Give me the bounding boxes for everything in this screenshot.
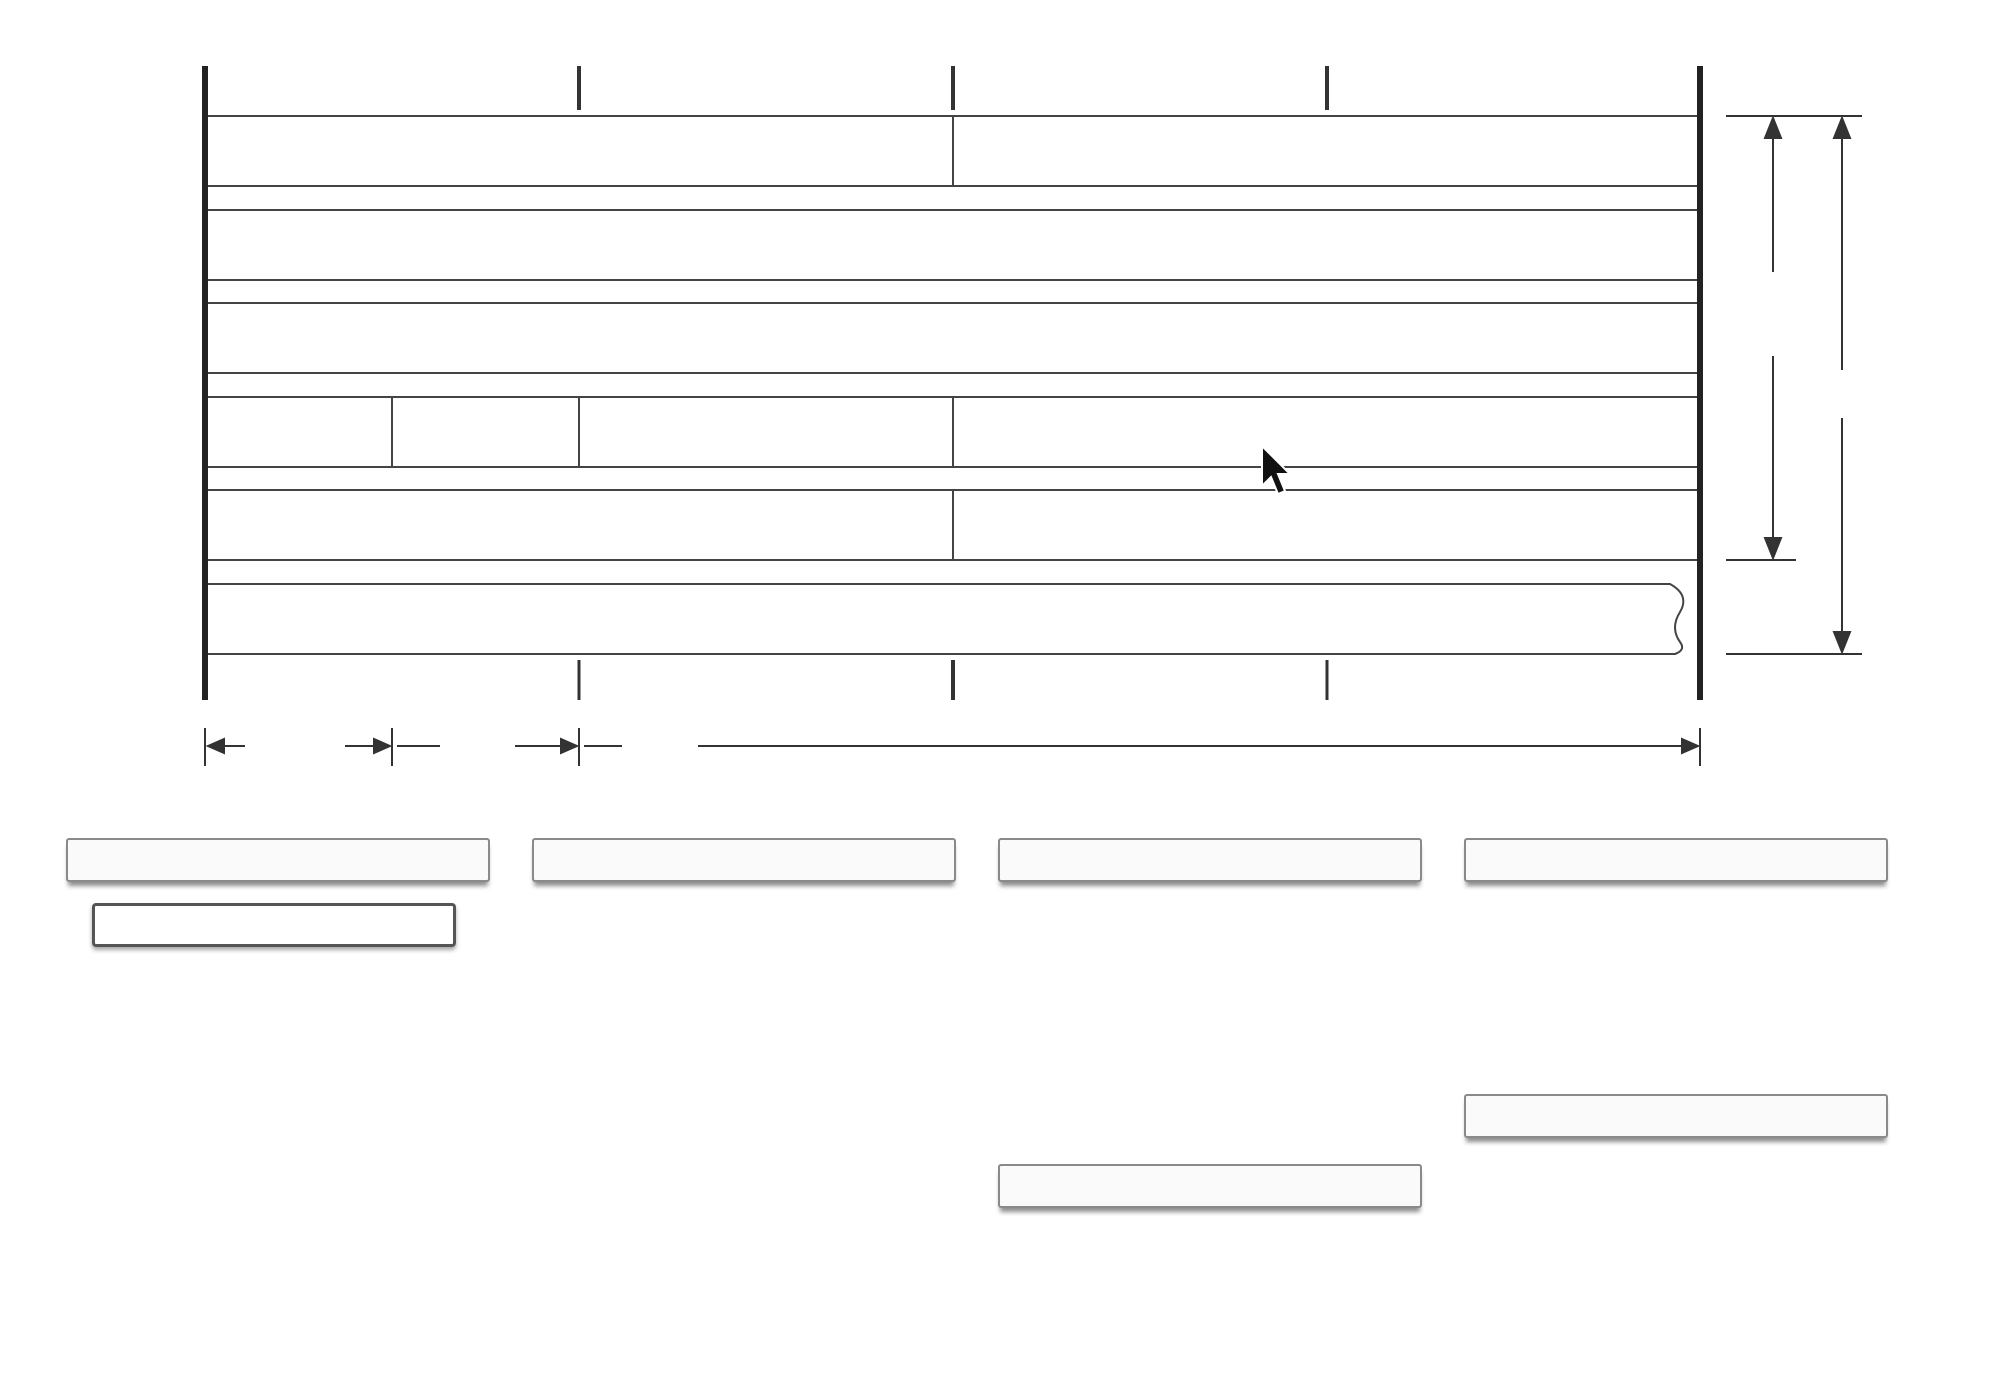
ecn-bits (810, 1196, 900, 1222)
ecn-table-row (550, 1196, 900, 1222)
source-port-field (205, 116, 953, 186)
checksum-panel-title (998, 1164, 1422, 1208)
ecn-dsb (740, 1196, 810, 1222)
ecn-table-row (550, 1324, 900, 1350)
ecn-table-row (550, 1094, 900, 1120)
tcp-flags-panel-title (66, 838, 490, 882)
ecn-header-dsb (740, 1068, 810, 1094)
size-brackets (1726, 116, 1862, 654)
ecn-bits (810, 1298, 900, 1324)
ecn-state (550, 1272, 740, 1298)
reserved-field (392, 397, 579, 467)
urgent-pointer-field (953, 490, 1700, 560)
tcp-options-panel-title (998, 838, 1422, 882)
ecn-dsb (740, 1222, 810, 1248)
ecn-bits (810, 1094, 900, 1120)
ecn-state (550, 1196, 740, 1222)
window-field (953, 397, 1700, 467)
ecn-state (550, 1146, 740, 1172)
tcp-flags-letter-box (92, 903, 456, 947)
ecn-table-row (550, 1298, 900, 1324)
ecn-table-row (550, 1146, 900, 1172)
ecn-table-row (550, 1272, 900, 1298)
ecn-state (550, 1120, 740, 1146)
ecn-dsb (740, 1146, 810, 1172)
rfc-panel-title (1464, 1094, 1888, 1138)
tcp-options-field (205, 584, 1683, 654)
ecn-table-row (550, 1222, 900, 1248)
ecn-bits (810, 1222, 900, 1248)
ecn-dsb (740, 1298, 810, 1324)
ecn-bits (810, 1146, 900, 1172)
checksum-field (205, 490, 953, 560)
ecn-bits (810, 1324, 900, 1350)
ecn-table-row (550, 1120, 900, 1146)
ecn-bits (810, 1120, 900, 1146)
ecn-dsb (740, 1120, 810, 1146)
offset-panel-title (1464, 838, 1888, 882)
acknowledgment-number-field (205, 303, 1700, 373)
ecn-state (550, 1094, 740, 1120)
tcp-flags-field (579, 397, 953, 467)
ecn-bits (810, 1272, 900, 1298)
ecn-header-bits (810, 1068, 900, 1094)
scale-bar (205, 728, 1700, 766)
destination-port-field (953, 116, 1700, 186)
ecn-header-state (550, 1068, 740, 1094)
ecn-table-header (550, 1068, 900, 1094)
ecn-state-table (550, 1068, 900, 1350)
ecn-dsb (740, 1272, 810, 1298)
congestion-notification-panel-title (532, 838, 956, 882)
ecn-state (550, 1298, 740, 1324)
offset-field (205, 397, 392, 467)
ecn-state (550, 1222, 740, 1248)
ecn-state (550, 1324, 740, 1350)
sequence-number-field (205, 210, 1700, 280)
ecn-dsb (740, 1324, 810, 1350)
ecn-dsb (740, 1094, 810, 1120)
